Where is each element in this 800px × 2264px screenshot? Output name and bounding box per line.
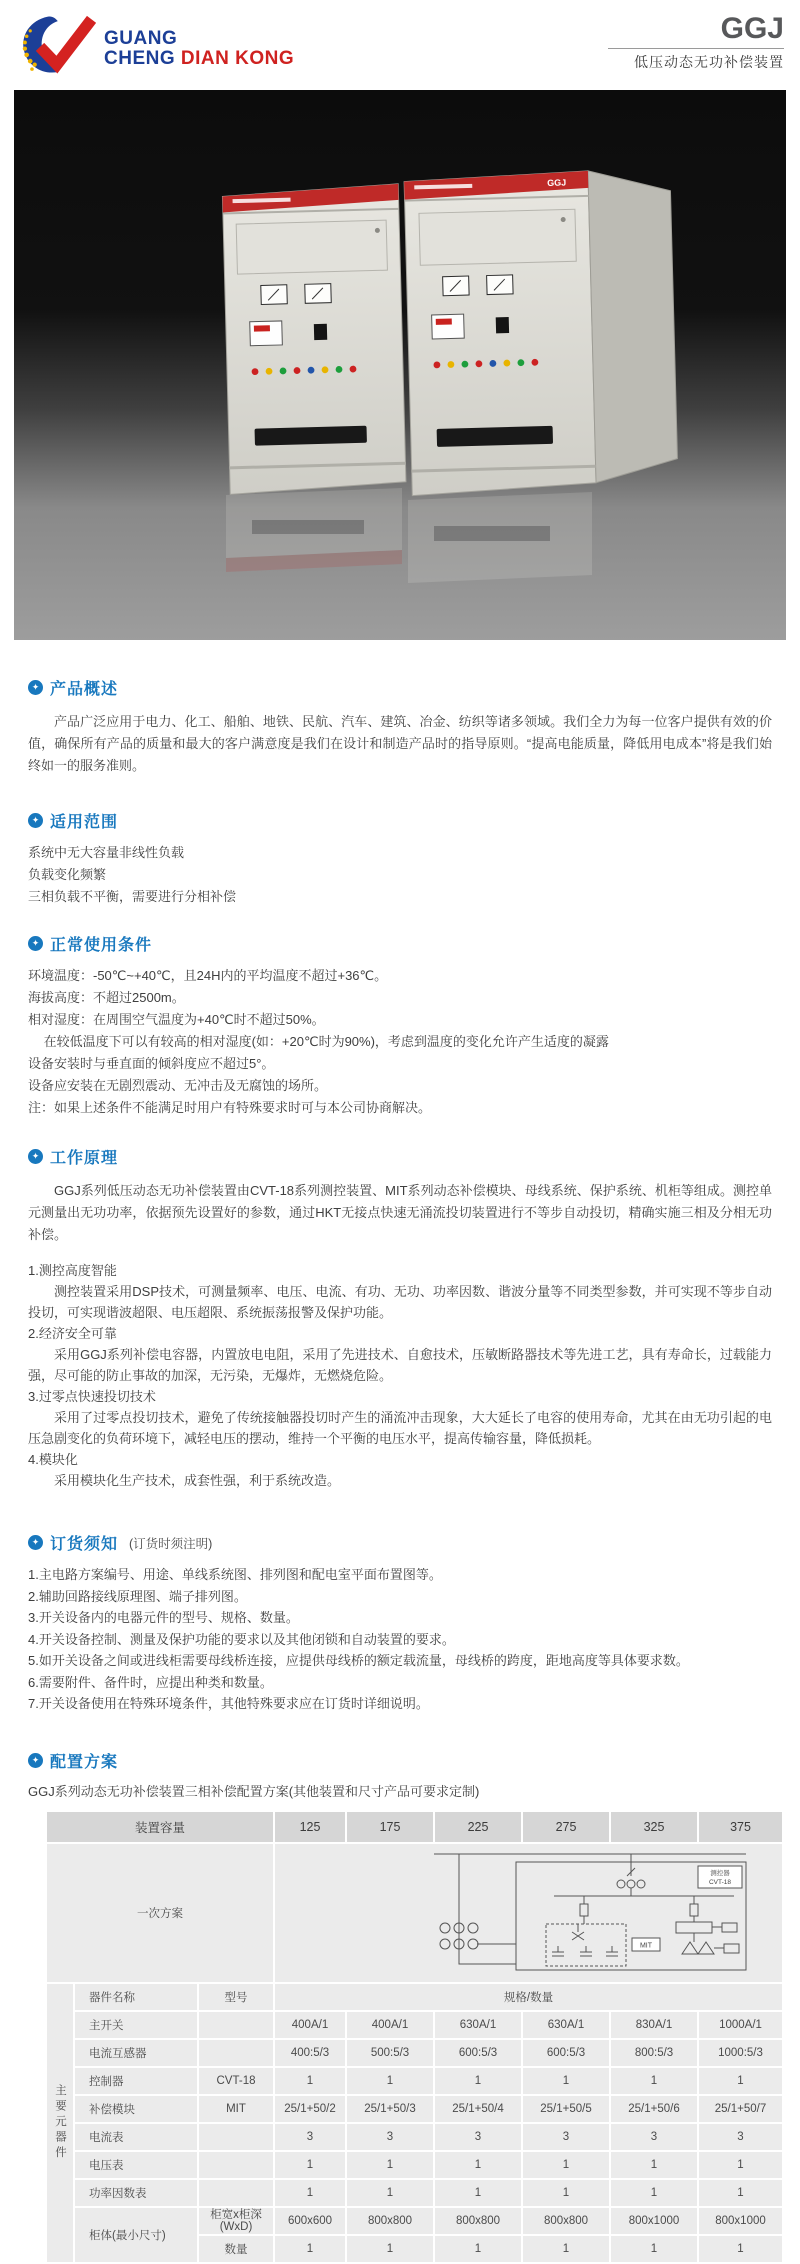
product-subtitle: 低压动态无功补偿装置 <box>634 54 784 70</box>
value-cell: 1 <box>611 2068 697 2094</box>
ordering-item: 7.开关设备使用在特殊环境条件，其他特殊要求应在订货时详细说明。 <box>28 1696 429 1711</box>
value-cell: 400A/1 <box>347 2012 433 2038</box>
capacity-cell: 225 <box>435 1812 521 1842</box>
capacity-cell: 375 <box>699 1812 782 1842</box>
value-cell: 3 <box>699 2124 782 2150</box>
product-photo <box>14 90 786 640</box>
capacity-cell: 325 <box>611 1812 697 1842</box>
col-header-name: 器件名称 <box>75 1984 197 2010</box>
diagram-module-label: MIT <box>639 1942 652 1949</box>
value-cell: 25/1+50/6 <box>611 2096 697 2122</box>
spec-header-row <box>47 1984 782 2010</box>
feature-title: 4.模块化 <box>28 1452 78 1467</box>
cabinet-size-label: 柜宽x柜深 (WxD) <box>199 2208 273 2234</box>
cabinet-size-row <box>47 2208 782 2234</box>
condition-line: 注：如果上述条件不能满足时用户有特殊要求时可与本公司协商解决。 <box>28 1100 432 1115</box>
value-cell: 1 <box>275 2152 345 2178</box>
value-cell: 25/1+50/3 <box>347 2096 433 2122</box>
feature-title: 1.测控高度智能 <box>28 1263 117 1278</box>
condition-line: 海拔高度：不超过2500m。 <box>28 990 185 1005</box>
company-name-line1: GUANG <box>104 27 178 49</box>
value-cell: 830A/1 <box>611 2012 697 2038</box>
col-header-model: 型号 <box>199 1984 273 2010</box>
ordering-item: 6.需要附件、备件时，应提出种类和数量。 <box>28 1674 273 1690</box>
row-name-cell: 电流表 <box>75 2124 197 2150</box>
value-cell: 400A/1 <box>275 2012 345 2038</box>
feature-detail: 测控装置采用DSP技术，可测量频率、电压、电流、有功、无功、功率因数、谐波分量等不同类型参数，并可实现不等步自动投切，可实现谐波超限、电压超限、系统振荡报警及保护功能。 <box>28 1284 772 1320</box>
scope-line: 三相负载不平衡，需要进行分相补偿 <box>28 889 237 904</box>
section-title-config: 配置方案 <box>50 1753 119 1771</box>
section-title-conditions: 正常使用条件 <box>50 937 153 954</box>
cabinet-left <box>222 184 406 495</box>
table-row <box>47 2096 782 2122</box>
value-cell: 25/1+50/2 <box>275 2096 345 2122</box>
value-cell: 1 <box>523 2068 609 2094</box>
value-cell: 1 <box>347 2152 433 2178</box>
company-brand <box>16 10 294 87</box>
value-cell: 1 <box>611 2236 697 2262</box>
value-cell: 1 <box>523 2152 609 2178</box>
value-cell: 1 <box>275 2068 345 2094</box>
col-header-spec: 规格/数量 <box>275 1984 782 2010</box>
feature-detail: 采用GGJ系列补偿电容器，内置放电电阻，采用了先进技术、自愈技术，压敏断路器技术等先进工艺，具有寿命长，过载能力强，尽可能的防止事故的加深，无污染，无爆炸，无燃烧危险。 <box>28 1347 772 1383</box>
row-model-cell <box>199 2152 273 2178</box>
value-cell: 1 <box>699 2068 782 2094</box>
section-badge-icon: ✦ <box>28 1535 43 1550</box>
value-cell: 1000:5/3 <box>699 2040 782 2066</box>
scheme-label-cell: 一次方案 <box>47 1844 273 1982</box>
value-cell: 800x1000 <box>699 2208 782 2234</box>
value-cell: 1 <box>435 2152 521 2178</box>
value-cell: 3 <box>523 2124 609 2150</box>
section-title-overview: 产品概述 <box>50 681 119 698</box>
value-cell: 3 <box>611 2124 697 2150</box>
value-cell: 3 <box>435 2124 521 2150</box>
feature-detail: 采用模块化生产技术，成套性强，利于系统改造。 <box>54 1473 341 1488</box>
table-row <box>47 2068 782 2094</box>
value-cell: 1 <box>699 2180 782 2206</box>
row-model-cell <box>199 2124 273 2150</box>
cabinet-name-cell: 柜体(最小尺寸) <box>75 2208 197 2262</box>
feature-detail: 采用了过零点投切技术，避免了传统接触器投切时产生的涌流冲击现象，大大延长了电容的使用寿命，尤其在由无功引起的电压急剧变化的负荷环境下，减轻电压的摆动，维持一个平衡的电压水平，提高传输容量，降低损耗。 <box>28 1410 772 1446</box>
capacity-cell: 275 <box>523 1812 609 1842</box>
table-row <box>47 2180 782 2206</box>
ordering-item: 2.辅助回路接线原理图、端子排列图。 <box>28 1588 247 1604</box>
value-cell: 600:5/3 <box>523 2040 609 2066</box>
section-badge-icon: ✦ <box>28 813 43 828</box>
ordering-note: (订货时须注明) <box>129 1536 213 1551</box>
capacity-header-row <box>47 1812 782 1842</box>
diagram-controller-label: 测控器 <box>709 1869 730 1877</box>
value-cell: 1 <box>347 2068 433 2094</box>
overview-paragraph: 产品广泛应用于电力、化工、船舶、地铁、民航、汽车、建筑、冶金、纺织等诸多领域。我们全力为每一位客户提供有效的价值，确保所有产品的质量和最大的客户满意度是我们在设计和制造产品时的指导原则。“提高电能质量，降低用电成本”将是我们始终如一的服务准则。 <box>28 714 772 773</box>
table-row <box>47 2040 782 2066</box>
value-cell: 1 <box>523 2236 609 2262</box>
value-cell: 1 <box>347 2180 433 2206</box>
ordering-item: 4.开关设备控制、测量及保护功能的要求以及其他闭锁和自动装置的要求。 <box>28 1631 455 1647</box>
company-name-line2-blue: CHENG <box>104 47 181 69</box>
capacity-cell: 175 <box>347 1812 433 1842</box>
row-name-cell: 主开关 <box>75 2012 197 2038</box>
value-cell: 1 <box>435 2180 521 2206</box>
table-row <box>47 2012 782 2038</box>
config-table <box>45 1810 784 2264</box>
document-title-block <box>608 14 784 72</box>
value-cell: 630A/1 <box>435 2012 521 2038</box>
cabinet-right <box>404 169 678 496</box>
value-cell: 3 <box>275 2124 345 2150</box>
condition-line: 设备安装时与垂直面的倾斜度应不超过5°。 <box>28 1056 275 1071</box>
section-title-principle: 工作原理 <box>50 1150 119 1167</box>
row-model-cell: CVT-18 <box>199 2068 273 2094</box>
value-cell: 1000A/1 <box>699 2012 782 2038</box>
company-name-line2-red: DIAN KONG <box>180 47 295 69</box>
cabinet-qty-label: 数量 <box>199 2236 273 2262</box>
config-subtitle: GGJ系列动态无功补偿装置三相补偿配置方案(其他装置和尺寸产品可要求定制) <box>28 1783 480 1799</box>
row-name-cell: 电压表 <box>75 2152 197 2178</box>
diagram-controller-model: CVT-18 <box>708 1878 731 1886</box>
ordering-item: 1.主电路方案编号、用途、单线系统图、排列图和配电室平面布置图等。 <box>28 1567 442 1582</box>
value-cell: 800x800 <box>435 2208 521 2234</box>
section-badge-icon: ✦ <box>28 1753 43 1768</box>
section-conditions <box>28 932 772 1119</box>
section-scope <box>28 809 772 908</box>
section-principle <box>28 1145 772 1491</box>
condition-line: 在较低温度下可以有较高的相对湿度(如：+20℃时为90%)，考虑到温度的变化允许产生适度的凝露 <box>43 1034 609 1049</box>
floor-reflection <box>226 488 592 583</box>
capacity-label-cell: 装置容量 <box>47 1812 273 1842</box>
section-title-scope: 适用范围 <box>50 814 119 831</box>
condition-line: 相对湿度：在周围空气温度为+40℃时不超过50%。 <box>28 1012 325 1027</box>
value-cell: 800:5/3 <box>611 2040 697 2066</box>
value-cell: 1 <box>699 2152 782 2178</box>
group-label-cell: 主要元器件 <box>47 1984 73 2262</box>
principle-intro: GGJ系列低压动态无功补偿装置由CVT-18系列测控装置、MIT系列动态补偿模块、母线系统、保护系统、机柜等组成。测控单元测量出无功功率，依据预先设置好的参数，通过HKT无接点快速无涌流投切装置进行不等步自动投切，精确实施三相及分相无功补偿。 <box>28 1183 772 1242</box>
value-cell: 500:5/3 <box>347 2040 433 2066</box>
scheme-row <box>47 1844 782 1982</box>
row-name-cell: 补偿模块 <box>75 2096 197 2122</box>
value-cell: 25/1+50/5 <box>523 2096 609 2122</box>
value-cell: 25/1+50/7 <box>699 2096 782 2122</box>
value-cell: 1 <box>435 2068 521 2094</box>
row-model-cell <box>199 2012 273 2038</box>
section-badge-icon: ✦ <box>28 1149 43 1164</box>
row-name-cell: 控制器 <box>75 2068 197 2094</box>
ordering-item: 3.开关设备内的电器元件的型号、规格、数量。 <box>28 1610 299 1625</box>
value-cell: 1 <box>611 2152 697 2178</box>
row-name-cell: 电流互感器 <box>75 2040 197 2066</box>
row-name-cell: 功率因数表 <box>75 2180 197 2206</box>
capacity-cell: 125 <box>275 1812 345 1842</box>
table-row <box>47 2152 782 2178</box>
product-code: GGJ <box>720 12 784 45</box>
cabinet-banner-label: GGJ <box>547 177 567 188</box>
value-cell: 1 <box>275 2180 345 2206</box>
value-cell: 800x800 <box>347 2208 433 2234</box>
scope-line: 系统中无大容量非线性负载 <box>28 845 185 860</box>
page-header <box>0 0 800 88</box>
value-cell: 800x800 <box>523 2208 609 2234</box>
value-cell: 1 <box>699 2236 782 2262</box>
section-overview <box>28 676 772 777</box>
value-cell: 1 <box>611 2180 697 2206</box>
row-model-cell <box>199 2040 273 2066</box>
section-badge-icon: ✦ <box>28 680 43 695</box>
value-cell: 400:5/3 <box>275 2040 345 2066</box>
value-cell: 1 <box>435 2236 521 2262</box>
one-line-diagram <box>275 1844 782 1982</box>
value-cell: 1 <box>275 2236 345 2262</box>
company-logo-icon <box>16 10 96 87</box>
condition-line: 设备应安装在无剧烈震动、无冲击及无腐蚀的场所。 <box>28 1078 328 1093</box>
scope-line: 负载变化频繁 <box>28 867 107 882</box>
section-title-ordering: 订货须知 <box>50 1536 119 1553</box>
row-model-cell: MIT <box>199 2096 273 2122</box>
value-cell: 1 <box>347 2236 433 2262</box>
row-model-cell <box>199 2180 273 2206</box>
ordering-item: 5.如开关设备之间或进线柜需要母线桥连接，应提供母线桥的额定载流量，母线桥的跨度，距地高度等具体要求数。 <box>28 1653 689 1668</box>
feature-title: 3.过零点快速投切技术 <box>28 1389 156 1404</box>
value-cell: 630A/1 <box>523 2012 609 2038</box>
company-name <box>104 29 294 69</box>
value-cell: 800x1000 <box>611 2208 697 2234</box>
section-ordering <box>28 1531 772 1715</box>
value-cell: 3 <box>347 2124 433 2150</box>
title-divider <box>608 48 784 49</box>
condition-line: 环境温度：-50℃~+40℃，且24H内的平均温度不超过+36℃。 <box>28 968 388 983</box>
section-badge-icon: ✦ <box>28 936 43 951</box>
section-config <box>28 1749 772 2264</box>
value-cell: 600x600 <box>275 2208 345 2234</box>
value-cell: 25/1+50/4 <box>435 2096 521 2122</box>
feature-title: 2.经济安全可靠 <box>28 1326 117 1341</box>
table-row <box>47 2124 782 2150</box>
value-cell: 1 <box>523 2180 609 2206</box>
value-cell: 600:5/3 <box>435 2040 521 2066</box>
